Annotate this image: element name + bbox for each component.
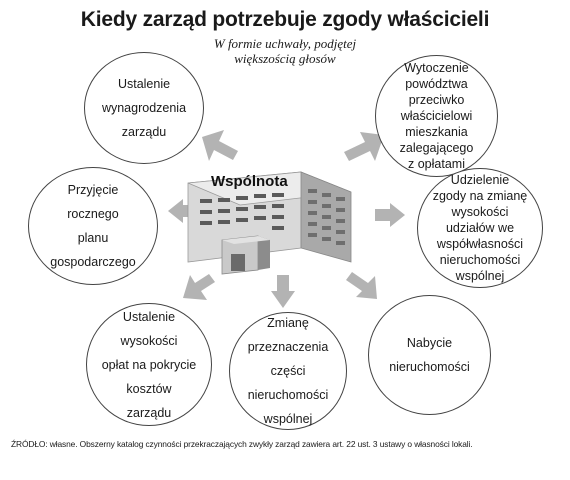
- arrow-bottom-right: [346, 272, 377, 299]
- arrow-top-left: [202, 130, 238, 161]
- item-text-3: Przyjęcie rocznego planu gospodarczego: [50, 183, 136, 269]
- arrow-down: [271, 275, 295, 308]
- item-text-7: Nabycie nieruchomości: [389, 336, 470, 374]
- arrow-right: [375, 203, 405, 227]
- item-circle-1: [84, 52, 204, 164]
- diagram-subtitle: W formie uchwały, podjętej większością głosów: [213, 36, 357, 66]
- item-circle-4: [417, 168, 543, 288]
- item-circle-3: [28, 167, 158, 285]
- item-circle-5: [86, 303, 212, 426]
- item-text-4: Udzielenie zgody na zmianę wysokości udziałów we współwłasności nieruchomości wspólnej: [432, 173, 528, 283]
- diagram-title: Kiedy zarząd potrzebuje zgody właścicieli: [80, 8, 490, 31]
- item-circle-7: [368, 295, 491, 415]
- item-text-2: Wytoczenie powództwa przeciwko właścicielowi mieszkania zalegającego z opłatami: [399, 61, 474, 171]
- item-circle-6: [229, 312, 347, 430]
- item-text-6: Zmianę przeznaczenia części nieruchomości wspólnej: [247, 316, 329, 426]
- item-text-1: Ustalenie wynagrodzenia zarządu: [101, 77, 187, 139]
- item-circle-2: [375, 55, 498, 177]
- item-text-5: Ustalenie wysokości opłat na pokrycie kosztów zarządu: [101, 309, 197, 420]
- source-note: ŹRÓDŁO: własne. Obszerny katalog czynności przekraczających zwykły zarząd zawiera art. 22 ust. 3 ustawy o własności lokali.: [11, 439, 473, 449]
- center-label: Wspólnota: [211, 173, 288, 190]
- arrow-bottom-left: [183, 274, 215, 300]
